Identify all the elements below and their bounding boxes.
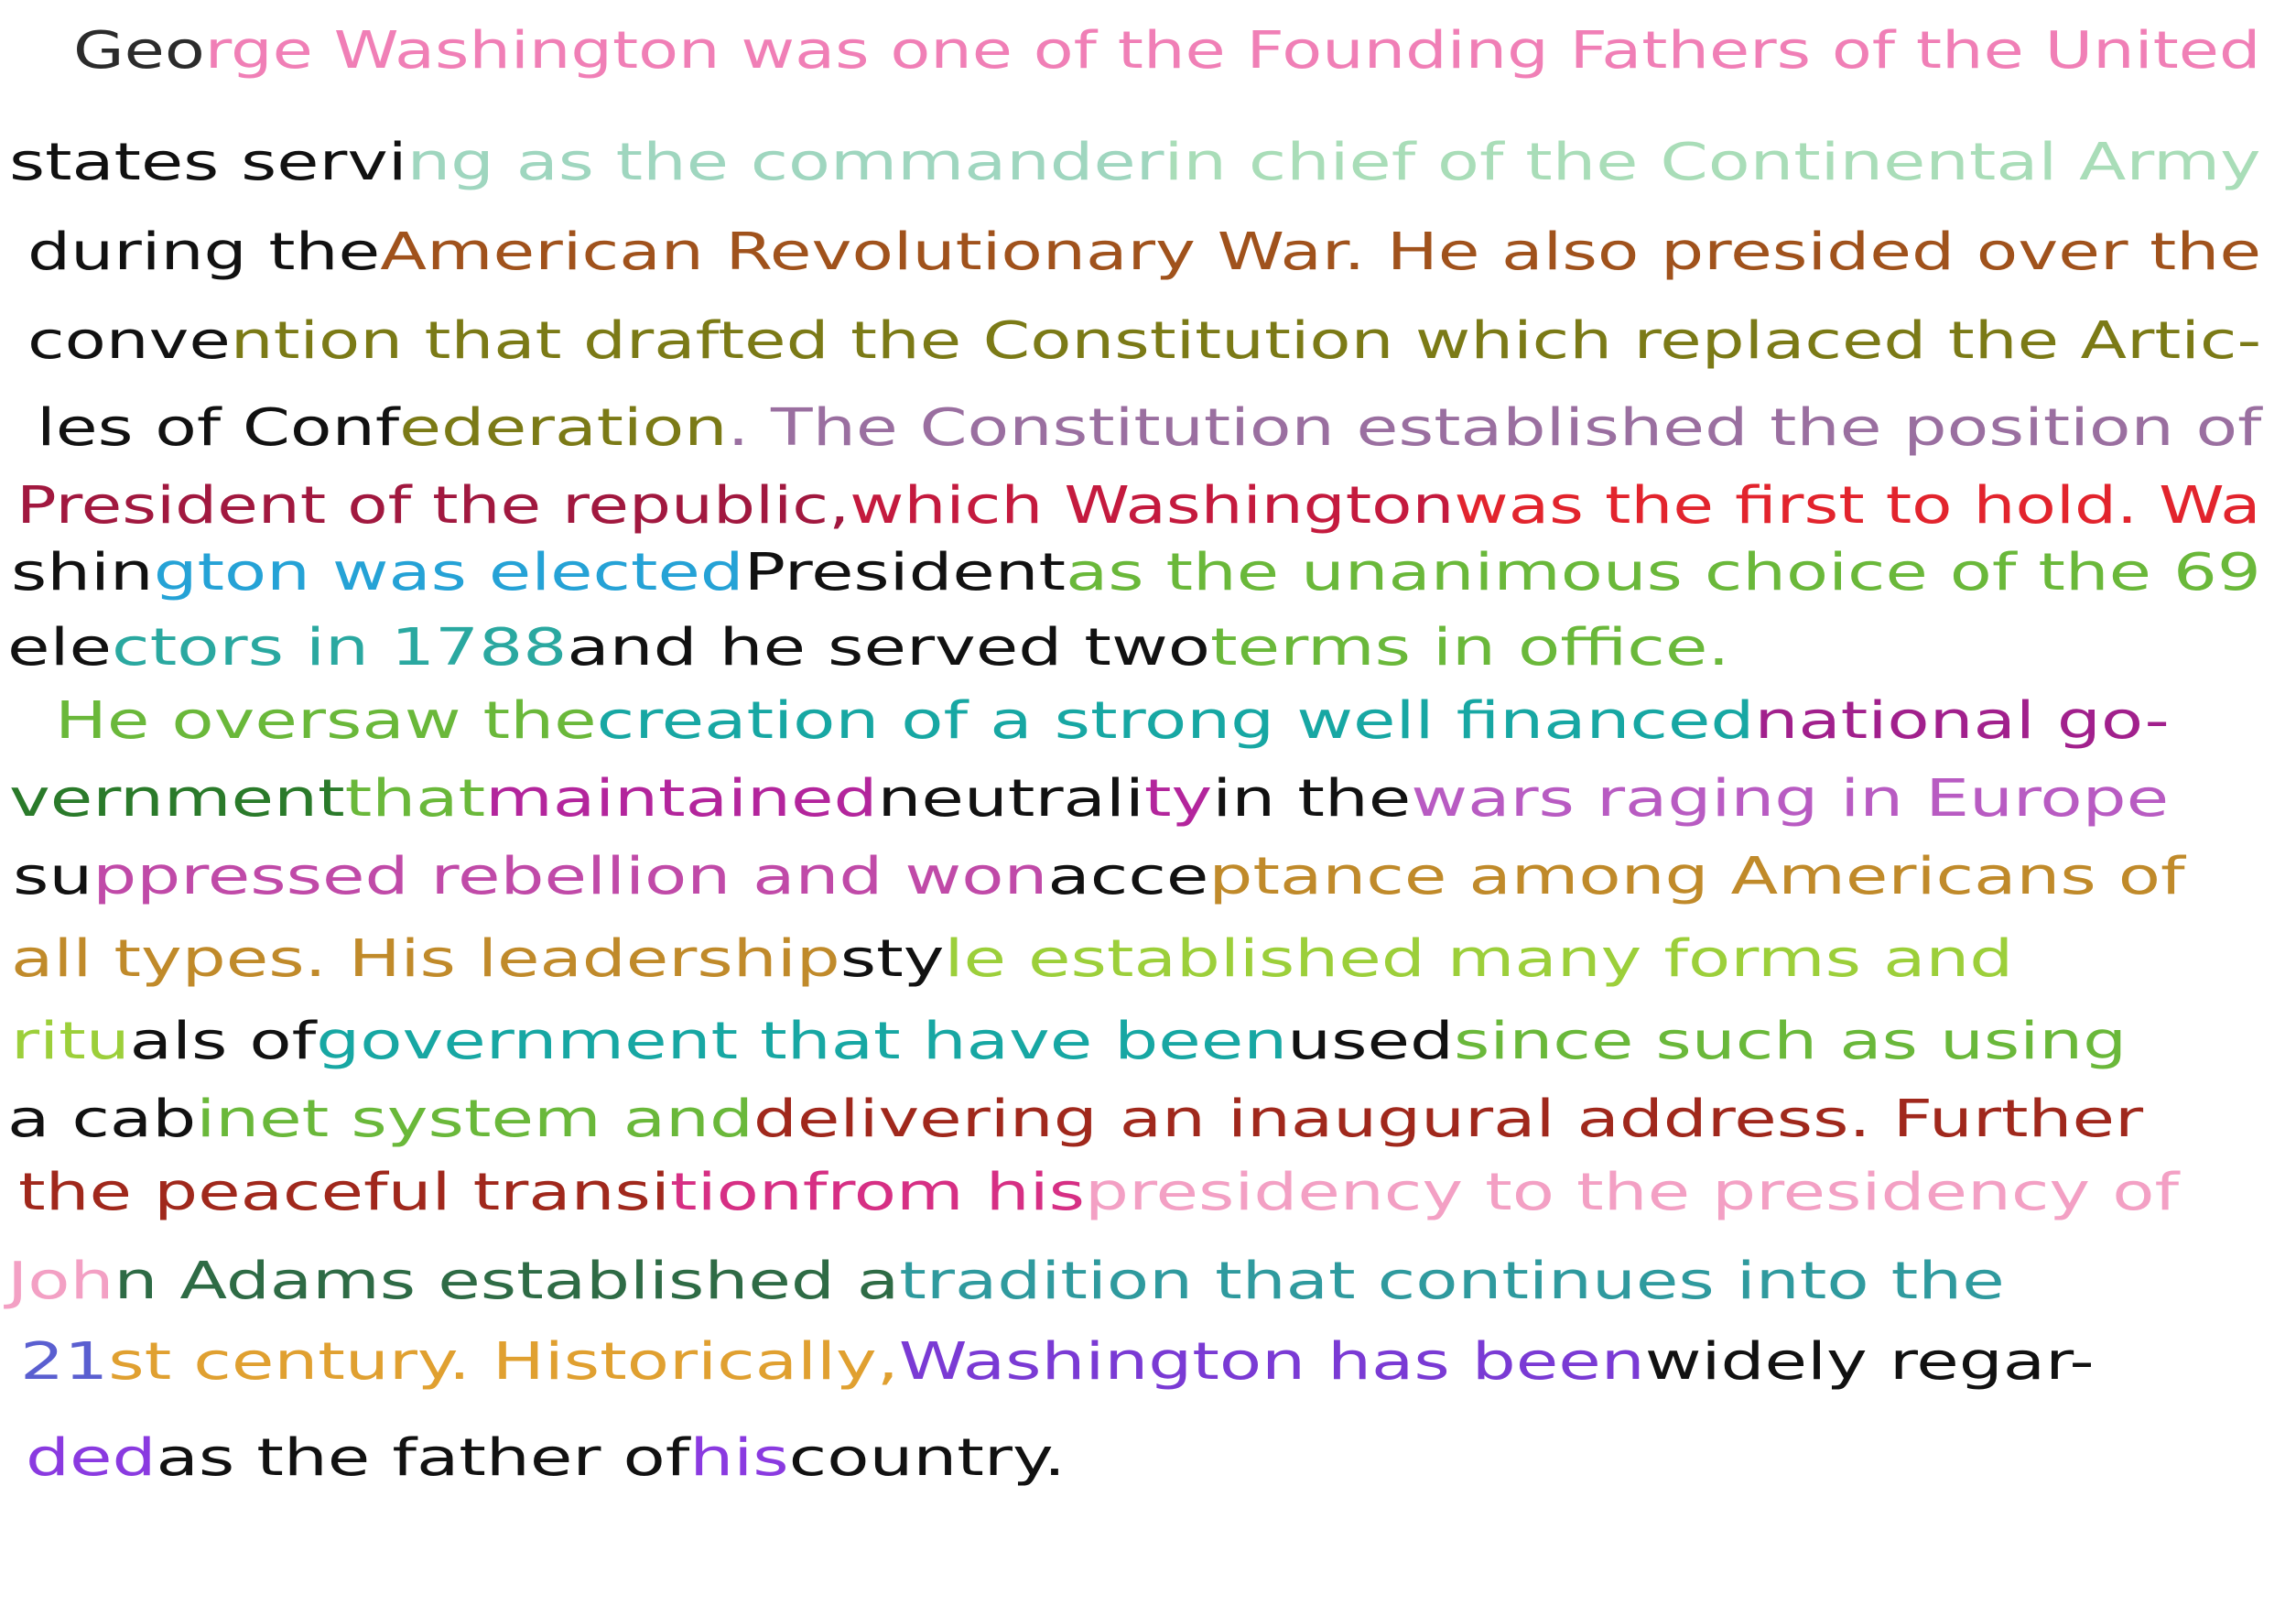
text-segment: during the	[27, 222, 381, 282]
text-line	[13, 847, 2185, 906]
text-segment: was the first to hold. Wa	[1454, 476, 2261, 536]
text-line	[11, 543, 2261, 602]
text-line	[11, 929, 2014, 989]
text-segment: tion	[669, 1163, 803, 1222]
text-segment: su	[13, 847, 93, 906]
text-segment: conve	[27, 311, 231, 371]
text-segment: maintained	[485, 769, 878, 829]
text-segment: ded	[26, 1428, 157, 1488]
text-segment: Washington has been	[898, 1332, 1645, 1392]
text-line	[7, 1090, 2144, 1149]
text-segment: presidency to the presidency of	[1085, 1163, 2180, 1222]
text-segment: Geo	[73, 21, 205, 81]
text-segment: ctors in 1788	[112, 618, 568, 678]
text-line	[16, 476, 2261, 536]
text-segment: used	[1287, 1012, 1454, 1071]
text-segment: He oversaw the	[55, 691, 597, 751]
text-segment: from his	[802, 1163, 1086, 1222]
text-segment: as the father of	[156, 1428, 690, 1488]
text-segment: acce	[1047, 847, 1209, 906]
text-segment: as the unanimous choice of the 69	[1066, 543, 2261, 602]
text-segment: all types. His leadership	[11, 929, 840, 989]
text-segment: a cab	[7, 1090, 197, 1149]
text-segment: in chief of the Continental Army	[1164, 133, 2261, 192]
text-line	[27, 222, 2262, 282]
text-segment: since such as using	[1453, 1012, 2128, 1071]
text-line	[37, 398, 2262, 458]
text-segment: les of Conf	[37, 398, 400, 458]
text-line	[9, 769, 2170, 829]
text-segment: delivering an inaugural address. Further	[753, 1090, 2144, 1149]
text-segment: the peaceful transi	[18, 1163, 670, 1222]
text-segment: st century. Historically,	[108, 1332, 899, 1392]
text-segment: American Revolutionary War. He also presided over the	[380, 222, 2262, 282]
text-segment: that	[344, 769, 486, 829]
text-line	[7, 618, 1730, 678]
text-segment: 21	[20, 1332, 109, 1392]
text-line	[11, 1012, 2128, 1071]
text-segment: terms in office.	[1210, 618, 1730, 678]
text-segment: ptance among Americans of	[1208, 847, 2185, 906]
text-segment: national go-	[1754, 691, 2170, 751]
text-segment: in the	[1212, 769, 1412, 829]
text-segment: creation of a strong well financed	[596, 691, 1755, 751]
text-segment: rge Washington was one of the Founding Fathers of the United	[204, 21, 2261, 81]
text-segment: states servi	[9, 133, 407, 192]
text-segment: President	[743, 543, 1067, 602]
text-segment: wars raging in Europe	[1411, 769, 2170, 829]
text-segment: widely regar-	[1644, 1332, 2095, 1392]
text-segment: ele	[7, 618, 113, 678]
text-segment: his	[689, 1428, 789, 1488]
text-segment: n Adams established a	[114, 1252, 900, 1311]
text-segment: which Washington	[850, 476, 1455, 536]
text-segment: gton was elected	[153, 543, 744, 602]
text-line	[7, 1252, 2005, 1311]
text-segment: sty	[839, 929, 945, 989]
text-line	[18, 1163, 2180, 1222]
text-segment: le established many forms and	[944, 929, 2014, 989]
text-segment: President of the republic,	[16, 476, 850, 536]
text-segment: government that have been	[316, 1012, 1288, 1071]
text-segment: ritu	[11, 1012, 130, 1071]
text-line	[20, 1332, 2095, 1392]
text-segment: inet system and	[196, 1090, 753, 1149]
text-line	[73, 21, 2261, 81]
text-segment: ntion that drafted the Constitution which replaced the Artic-	[230, 311, 2262, 371]
text-segment: ederation	[399, 398, 728, 458]
text-segment: tradition that continues into the	[899, 1252, 2005, 1311]
text-line	[55, 691, 2170, 751]
text-segment: country.	[788, 1428, 1067, 1488]
text-line	[9, 133, 2261, 192]
text-segment: als of	[129, 1012, 317, 1071]
text-segment: Joh	[7, 1252, 114, 1311]
text-segment: and he served two	[567, 618, 1211, 678]
text-segment: . The Constitution established the position of	[727, 398, 2262, 458]
text-line	[27, 311, 2262, 371]
text-segment: ng as the commander	[406, 133, 1164, 192]
text-segment: ppressed rebellion and won	[92, 847, 1048, 906]
text-segment: vernment	[9, 769, 345, 829]
text-segment: neutrali	[877, 769, 1144, 829]
text-segment: shin	[11, 543, 154, 602]
text-line	[26, 1428, 1067, 1488]
text-segment: ty	[1143, 769, 1213, 829]
